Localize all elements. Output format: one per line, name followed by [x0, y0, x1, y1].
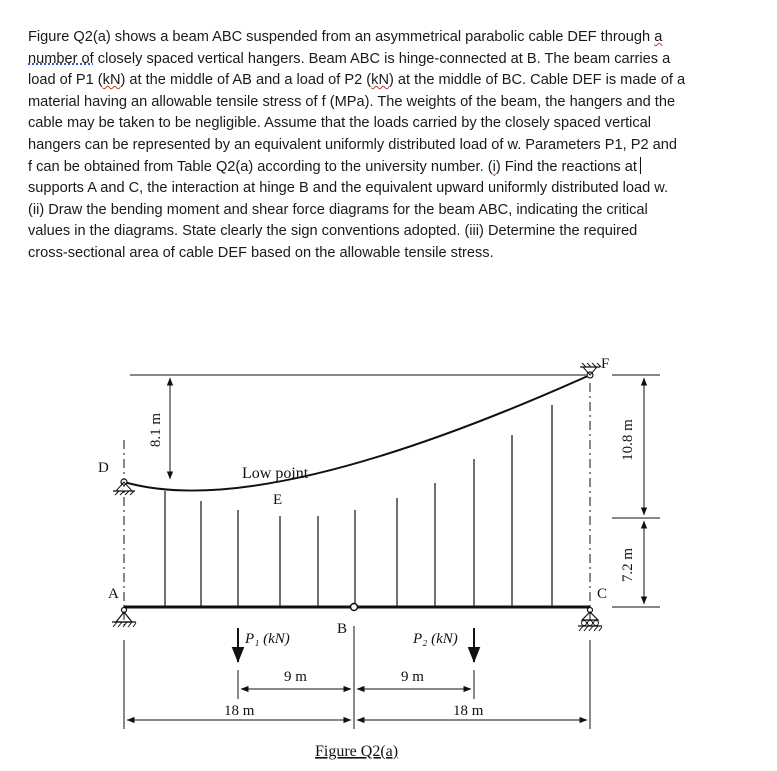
text-span: ) at the middle of AB and a load of P2 (: [120, 72, 372, 89]
support-C-hatch: [579, 626, 602, 631]
text-span: ) at the middle of BC. Cable DEF is made of a: [389, 72, 686, 89]
text-span: a: [654, 29, 663, 45]
cable-DEF: [124, 375, 590, 491]
roller: [594, 621, 599, 626]
figure-caption: Figure Q2(a): [315, 743, 399, 760]
dim-label-18-left: 18 m: [224, 703, 255, 719]
label-C: C: [597, 586, 608, 602]
text-span: Figure Q2(a) shows a beam ABC suspended from an asymmetrical parabolic cable DEF through: [28, 29, 651, 45]
text-span: number of: [28, 50, 94, 67]
hangers: [165, 405, 552, 607]
dim-label-9-left: 9 m: [284, 669, 307, 685]
dim-label-18-right: 18 m: [453, 703, 484, 719]
text-span: kN: [371, 72, 390, 89]
text-span: closely spaced vertical hangers. Beam ABC is hinge-connected at B. The beam carries a: [97, 50, 671, 67]
label-E: E: [273, 492, 283, 508]
label-F: F: [601, 356, 610, 372]
text-span: f can be obtained from Table Q2(a) according to the university number. (: [28, 158, 493, 175]
problem-line: hangers can be represented by an equivalent uniformly distributed load of w. Parameters P1, P2 and: [28, 136, 678, 153]
label-P2: P₂ (kN): [413, 631, 458, 647]
label-D: D: [98, 460, 109, 476]
label-A: A: [108, 586, 119, 602]
support-A-hatch: [113, 622, 136, 627]
problem-line: (ii) Draw the bending moment and shear force diagrams for the beam ABC, indicating the critical: [28, 201, 648, 218]
dim-label-10-8: 10.8 m: [620, 419, 636, 461]
hinge-B: [351, 604, 358, 611]
label-B: B: [337, 621, 348, 637]
roller: [588, 621, 593, 626]
problem-line: values in the diagrams. State clearly the sign conventions adopted. (iii) Determine the required: [28, 223, 638, 240]
dim-label-9-right: 9 m: [401, 669, 424, 685]
roller: [582, 621, 587, 626]
problem-line: supports A and C, the interaction at hinge B and the equivalent upward uniformly distributed load w.: [28, 180, 669, 197]
problem-line: cable may be taken to be negligible. Assume that the loads carried by the closely spaced vertical: [28, 115, 652, 132]
dim-label-8-1: 8.1 m: [148, 412, 164, 448]
text-span: load of P1 (: [28, 72, 103, 89]
text-span: i: [492, 158, 496, 175]
label-low-point: Low point: [242, 465, 309, 482]
problem-line: material having an allowable tensile stress of f (MPa). The weights of the beam, the hangers and the: [28, 93, 676, 110]
dim-label-7-2: 7.2 m: [620, 547, 636, 583]
text-span: ) Find the reactions at: [495, 158, 637, 175]
text-span: kN: [102, 72, 121, 89]
support-F: [580, 363, 601, 378]
label-P1: P₁ (kN): [245, 631, 290, 647]
problem-line: cross-sectional area of cable DEF based on the allowable tensile stress.: [28, 244, 494, 261]
